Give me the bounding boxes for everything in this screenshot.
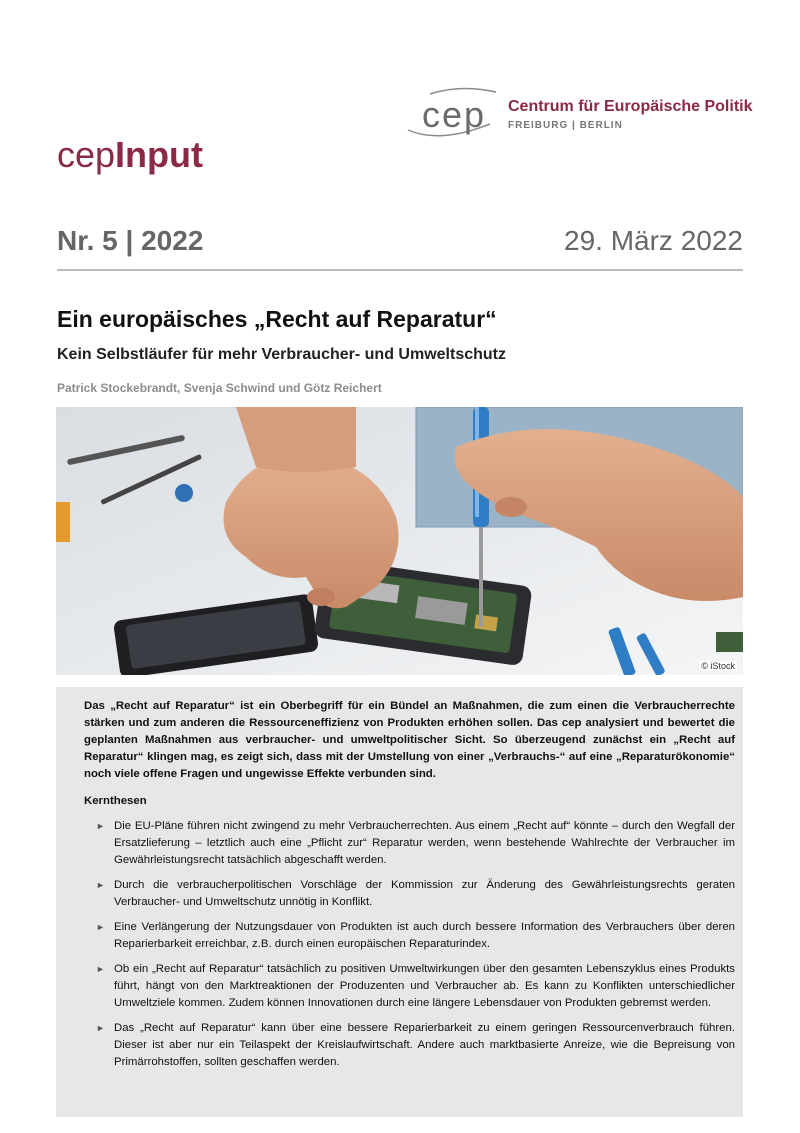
theses-list <box>84 818 735 1071</box>
bullet-arrow-icon: ► <box>96 821 105 831</box>
header-divider <box>57 269 743 271</box>
list-item <box>84 818 735 869</box>
bullet-arrow-icon: ► <box>96 880 105 890</box>
list-item <box>84 1020 735 1071</box>
article-subtitle: Kein Selbstläufer für mehr Verbraucher- und Umweltschutz <box>57 346 506 363</box>
theses-heading: Kernthesen <box>84 795 147 807</box>
cep-logo <box>400 84 760 144</box>
abstract-text: Das „Recht auf Reparatur“ ist ein Oberbegriff für ein Bündel an Maßnahmen, die zum einen die Verbraucherrechte stärken und zum anderen die Ressourceneffizienz von Produkten erhöhen sollen. Das cep analysiert und bewertet die geplanten Maßnahmen aus verbraucher- und umweltpolitischer Sicht. So überzeugend zunächst ein „Recht auf Reparatur“ klingen mag, es zeigt sich, dass mit der Umstellung von einer „Verbrauchs-“ auf eine „Reparaturökonomie“ noch viele offene Fragen und ungewisse Effekte verbunden sind. <box>84 700 735 780</box>
org-cities: FREIBURG | BERLIN <box>508 120 623 131</box>
publication-date: 29. März 2022 <box>564 225 743 256</box>
article-title: Ein europäisches „Recht auf Reparatur“ <box>57 306 497 332</box>
repair-photo <box>56 407 743 675</box>
thesis-text: Die EU-Pläne führen nicht zwingend zu mehr Verbraucherrechten. Aus einem „Recht auf“ könnte – durch den Wegfall der Ersatzlieferung – letztlich auch eine „Pflicht zur“ Reparatur werden, wenn bestehende Wahlrechte der Verbraucher im Gewährleistungsrecht tatsächlich abgeschafft werden. <box>114 820 735 866</box>
bullet-arrow-icon: ► <box>96 922 105 932</box>
image-credit: © iStock <box>701 661 735 671</box>
phone-repair-image <box>56 407 743 675</box>
thesis-text: Das „Recht auf Reparatur“ kann über eine bessere Reparierbarkeit zu einem geringen Ressourcenverbrauch führen. Dieser ist aber nur ein Teilaspekt der Kreislaufwirtschaft. Andere auch marktbasierte Anreize, wie die Bepreisung von Primärrohstoffen, sollten geschaffen werden. <box>114 1022 735 1068</box>
article-authors: Patrick Stockebrandt, Svenja Schwind und Götz Reichert <box>57 381 382 395</box>
bullet-arrow-icon: ► <box>96 1023 105 1033</box>
series-title <box>57 134 203 176</box>
logo-wordmark: cep <box>422 94 487 135</box>
list-item <box>84 919 735 953</box>
thesis-text: Durch die verbraucherpolitischen Vorschläge der Kommission zur Änderung des Gewährleistungsrechts geraten Verbraucher- und Umweltschutz unnötig in Konflikt. <box>114 879 735 908</box>
org-name: Centrum für Europäische Politik <box>508 98 753 115</box>
thesis-text: Eine Verlängerung der Nutzungsdauer von Produkten ist auch durch bessere Information des Verbrauchers über deren Reparierbarkeit erreichbar, z.B. durch einen europäischen Reparaturindex. <box>114 921 735 950</box>
list-item <box>84 961 735 1012</box>
bullet-arrow-icon: ► <box>96 964 105 974</box>
issue-number: Nr. 5 | 2022 <box>57 225 204 256</box>
series-name: Input <box>115 134 204 175</box>
summary-box <box>56 687 743 1117</box>
series-prefix: cep <box>57 134 116 175</box>
thesis-text: Ob ein „Recht auf Reparatur“ tatsächlich zu positiven Umweltwirkungen über den gesamten Lebenszyklus eines Produkts führt, hängt von den Marktreaktionen der Produzenten und Verbraucher ab. Es kann zu Konflikten unterschiedlicher Umweltziele kommen. Zudem können Innovationen durch eine längere Lebensdauer von Produkten gebremst werden. <box>114 963 735 1009</box>
list-item <box>84 877 735 911</box>
